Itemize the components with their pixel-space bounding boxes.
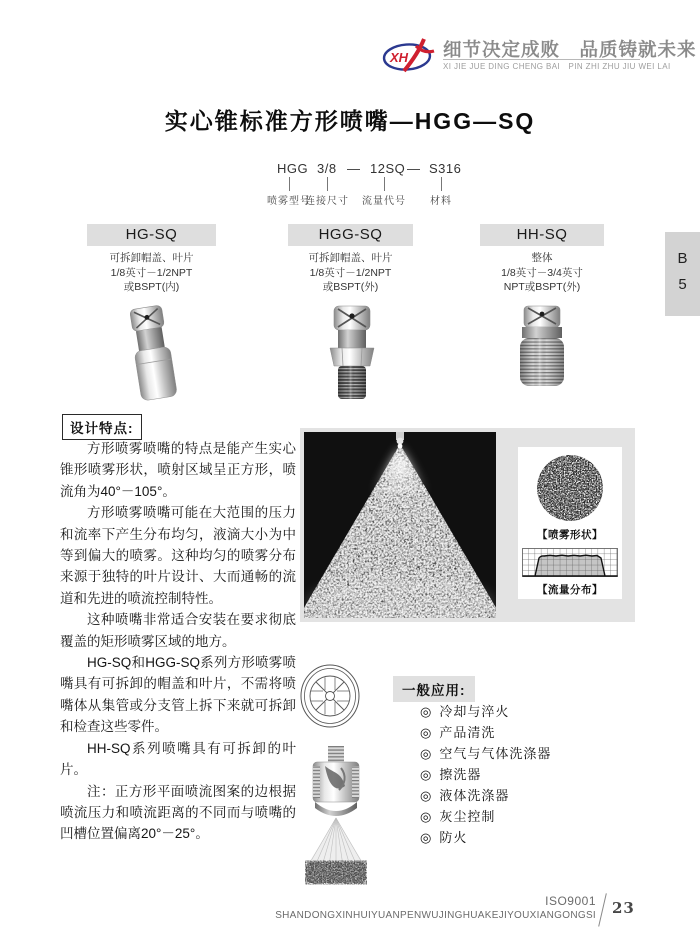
spray-photo xyxy=(304,432,496,618)
connector-line xyxy=(441,177,442,191)
page-title: 实心锥标准方形喷嘴—HGG—SQ xyxy=(164,108,536,134)
bullseye-icon: ◎ xyxy=(420,725,433,740)
code-label-flow: 流量代号 xyxy=(362,196,406,207)
tab-letter: B xyxy=(677,250,688,267)
tab-number: 5 xyxy=(678,276,687,293)
paragraph: HG-SQ和HGG-SQ系列方形喷雾喷嘴具有可拆卸的帽盖和叶片，不需将喷嘴体从集管或分支管上拆下来就可拆卸和检查这些零件。 xyxy=(60,655,296,735)
product-desc-line: 可拆卸帽盖、叶片 xyxy=(109,252,194,264)
connector-line xyxy=(289,177,290,191)
application-label: 空气与气体洗涤器 xyxy=(439,746,552,761)
list-item xyxy=(420,785,551,806)
list-item xyxy=(420,764,551,785)
list-item xyxy=(420,701,551,722)
list-item xyxy=(420,722,551,743)
header-divider xyxy=(443,59,640,60)
bullseye-icon: ◎ xyxy=(420,767,433,782)
product-desc-line: 或BSPT(内) xyxy=(123,281,180,293)
company-logo xyxy=(382,37,440,75)
applications-list xyxy=(420,701,551,848)
application-label: 防火 xyxy=(439,830,468,845)
product-desc-line: 1/8英寸－1/2NPT xyxy=(110,266,193,279)
svg-text:XH: XH xyxy=(390,50,409,65)
product-desc-line: 可拆卸帽盖、叶片 xyxy=(308,252,393,264)
flow-distribution-label: 【流量分布】 xyxy=(537,584,603,596)
list-item xyxy=(420,743,551,764)
code-model: HGG xyxy=(277,161,309,176)
product-name: HG-SQ xyxy=(87,224,216,246)
list-item xyxy=(420,827,551,848)
product-name: HGG-SQ xyxy=(288,224,413,246)
applications-heading: 一般应用: xyxy=(393,676,475,702)
code-label-model: 喷雾型号 xyxy=(267,196,311,207)
paragraph: 方形喷雾喷嘴可能在大范围的压力和流率下产生分布均匀，液滴大小为中等到偏大的喷雾。这种均匀的喷雾分布来源于独特的叶片设计、大而通畅的流道和先进的喷流控制特性。 xyxy=(60,505,296,606)
code-dash: — xyxy=(347,161,361,176)
header-slogan-pinyin: XI JIE JUE DING CHENG BAI PIN ZHI ZHU JIU WEI LAI xyxy=(443,62,671,71)
application-label: 液体洗涤器 xyxy=(439,788,510,803)
product-desc-line: 整体 xyxy=(531,252,553,264)
product-desc-line: 或BSPT(外) xyxy=(322,281,379,293)
paragraph: 这种喷嘴非常适合安装在要求彻底覆盖的矩形喷雾区域的地方。 xyxy=(60,612,296,649)
paragraph: 注：正方形平面喷流图案的边根据喷流压力和喷流距离的不同而与喷嘴的凹槽位置偏离20°－25°。 xyxy=(60,783,296,842)
application-label: 擦洗器 xyxy=(439,767,482,782)
bullseye-icon: ◎ xyxy=(420,704,433,719)
code-label-material: 材料 xyxy=(430,196,452,207)
nozzle-spray-cutaway-drawing xyxy=(305,746,367,891)
spray-shape-label: 【喷雾形状】 xyxy=(537,529,603,541)
code-flow: 12SQ xyxy=(370,161,406,176)
paragraph: 方形喷雾喷嘴的特点是能产生实心锥形喷雾形状，喷射区域呈正方形，喷流角为40°－105°。 xyxy=(60,441,296,499)
product-desc-line: NPT或BSPT(外) xyxy=(503,281,581,293)
footer-divider xyxy=(598,893,607,926)
code-material: S316 xyxy=(429,161,462,176)
section-tab-b5 xyxy=(665,232,700,316)
application-label: 产品清洗 xyxy=(439,725,496,740)
design-features-heading: 设计特点: xyxy=(62,414,142,440)
product-column-hh-sq xyxy=(480,224,604,397)
product-column-hg-sq xyxy=(87,224,216,413)
connector-line xyxy=(327,177,328,191)
list-item xyxy=(420,806,551,827)
bullseye-icon: ◎ xyxy=(420,746,433,761)
product-column-hgg-sq xyxy=(288,224,413,409)
bullseye-icon: ◎ xyxy=(420,788,433,803)
spray-shape-stipple xyxy=(535,453,605,528)
iso-certification: ISO9001 xyxy=(545,894,596,908)
application-label: 冷却与淬火 xyxy=(439,704,510,719)
company-name: SHANDONGXINHUIYUANPENWUJINGHUAKEJIYOUXIANGONGSI xyxy=(275,910,596,921)
paragraph: HH-SQ系列喷嘴具有可拆卸的叶片。 xyxy=(60,740,296,778)
header-slogan: 细节决定成败 品质铸就未来 xyxy=(443,39,697,60)
application-label: 灰尘控制 xyxy=(439,809,496,824)
nozzle-top-view-drawing xyxy=(299,663,361,734)
bullseye-icon: ◎ xyxy=(420,830,433,845)
page-number: 23 xyxy=(612,899,635,917)
product-desc-line: 1/8英寸－3/4英寸 xyxy=(501,266,583,279)
connector-line xyxy=(384,177,385,191)
code-label-size: 连接尺寸 xyxy=(305,196,349,207)
product-name: HH-SQ xyxy=(480,224,604,246)
nozzle-photo-hgg-sq xyxy=(288,304,413,409)
spray-shape-card xyxy=(518,447,622,599)
nozzle-photo-hh-sq xyxy=(480,304,604,397)
product-desc-line: 1/8英寸－1/2NPT xyxy=(309,266,392,279)
spray-panel xyxy=(300,428,635,622)
design-features-text xyxy=(60,438,296,845)
flow-distribution-chart xyxy=(522,548,618,583)
code-size: 3/8 xyxy=(317,161,337,176)
code-dash: — xyxy=(407,161,421,176)
bullseye-icon: ◎ xyxy=(420,809,433,824)
nozzle-photo-hg-sq xyxy=(87,304,216,413)
